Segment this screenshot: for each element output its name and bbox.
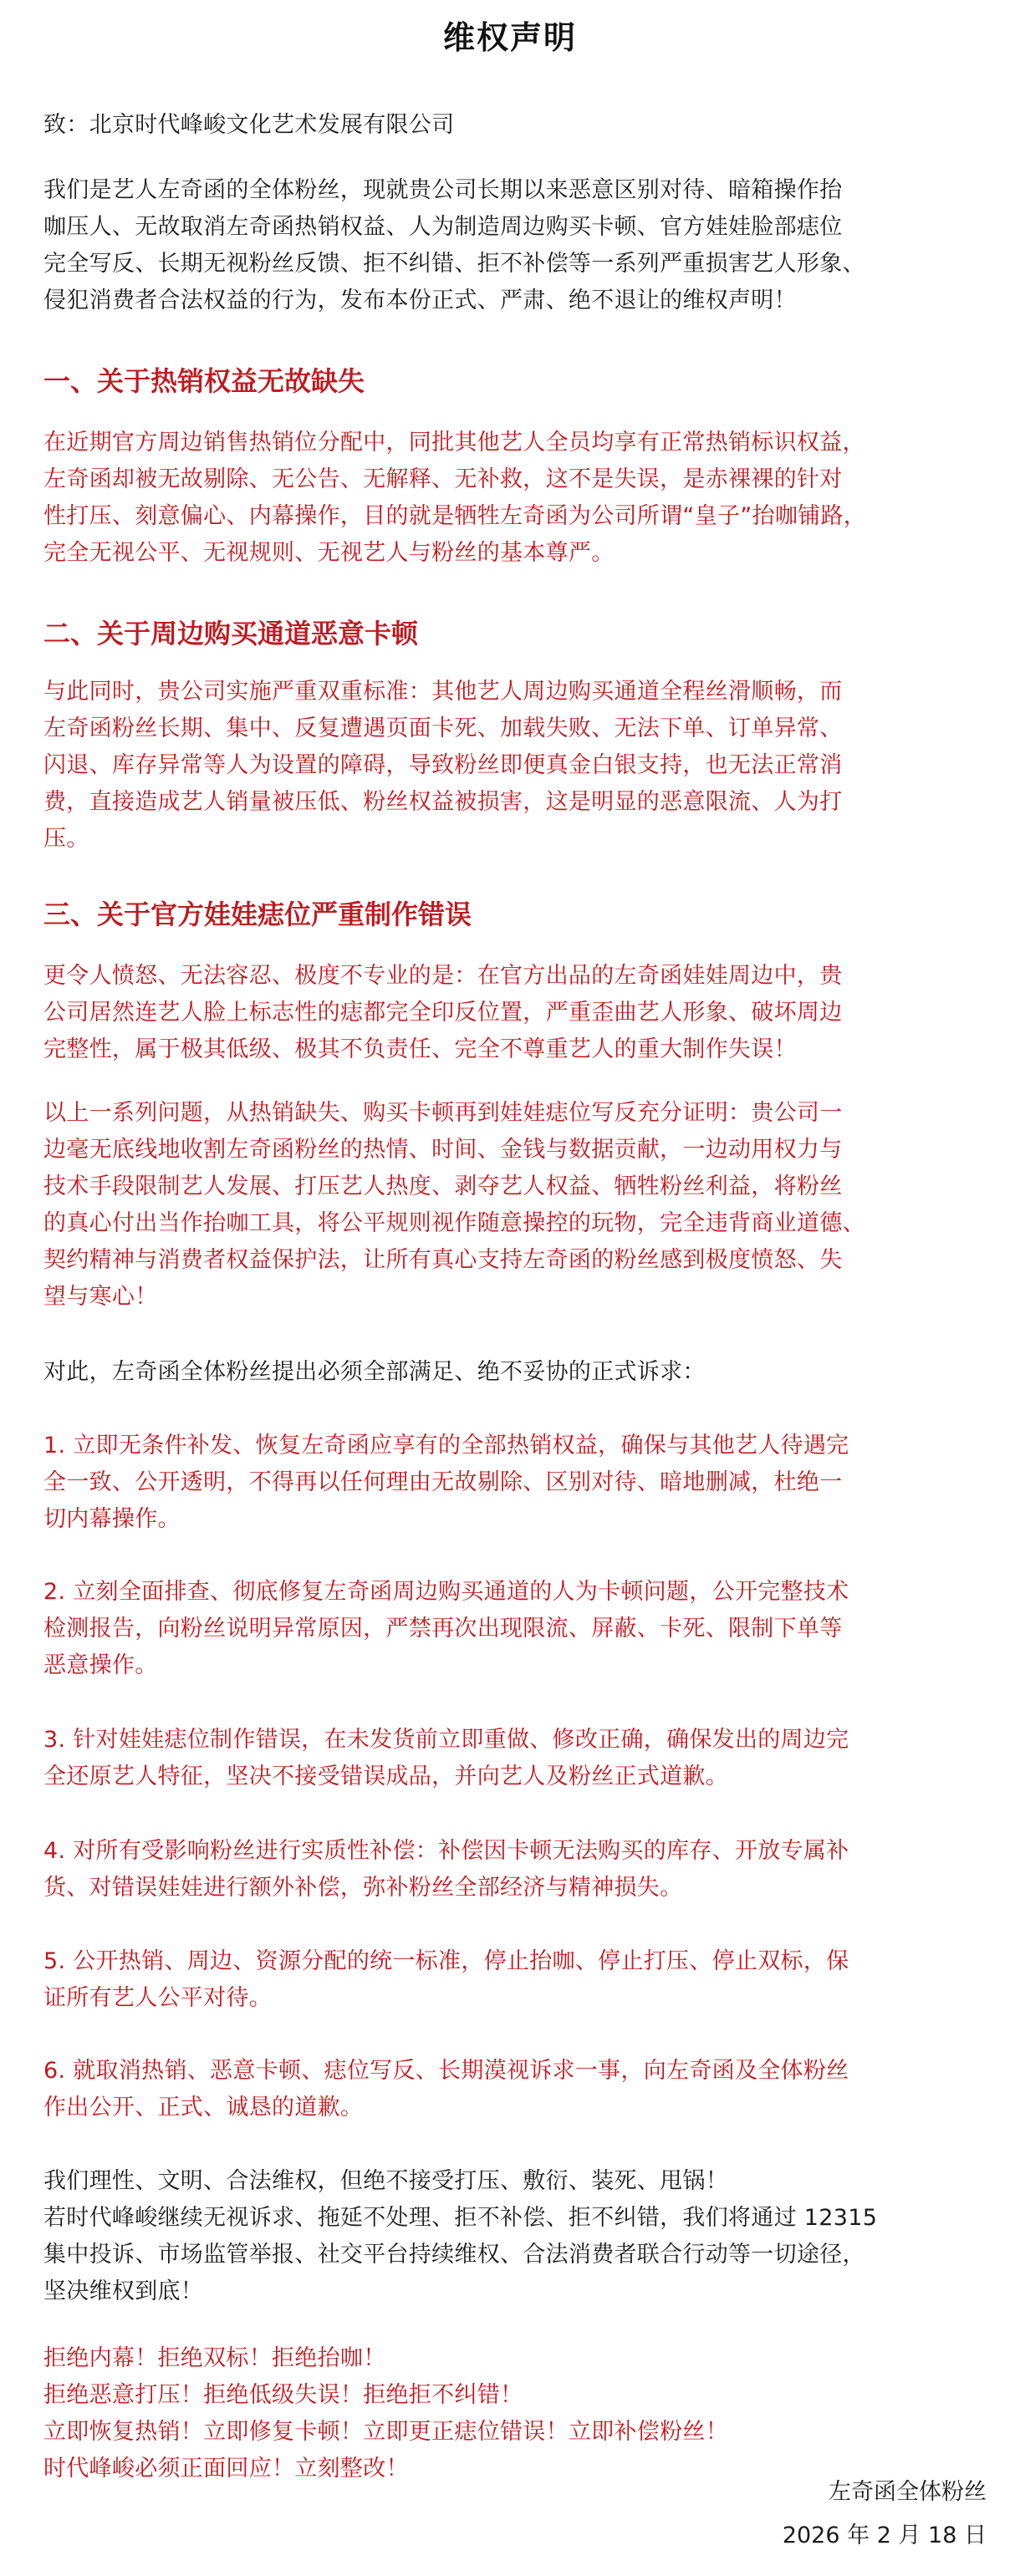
demand-item: 6. 就取消热销、恶意卡顿、痣位写反、长期漠视诉求一事，向左奇函及全体粉丝 作出公开、正式、诚恳的道歉。	[43, 2058, 849, 2120]
intro-paragraph: 我们是艺人左奇函的全体粉丝，现就贵公司长期以来恶意区别对待、暗箱操作抬 咖压人、无故取消左奇函热销权益、人为制造周边购买卡顿、官方娃娃脸部痣位 完全写反、长期无视粉丝反馈、拒不纠错、拒不补偿等一系列严重损害艺人形象、 侵犯消费者合法权益的行为，发布本份正式、严肃、绝不退让的维权声明！	[43, 177, 865, 313]
section-1-body: 在近期官方周边销售热销位分配中，同批其他艺人全员均享有正常热销标识权益， 左奇函却被无故剔除、无公告、无解释、无补救，这不是失误，是赤裸裸的针对 性打压、刻意偏心、内幕操作，目的就是牺牲左奇函为公司所谓“皇子”抬咖铺路， 完全无视公平、无视规则、无视艺人与粉丝的基本尊严。	[43, 430, 867, 566]
demand-item: 4. 对所有受影响粉丝进行实质性补偿：补偿因卡顿无法购买的库存、开放专属补 货、对错误娃娃进行额外补偿，弥补粉丝全部经济与精神损失。	[43, 1838, 849, 1901]
section-1-heading: 一、关于热销权益无故缺失	[43, 365, 365, 397]
demand-item: 5. 公开热销、周边、资源分配的统一标准，停止抬咖、停止打压、停止双标，保 证所有艺人公平对待。	[43, 1948, 849, 2011]
demand-item: 1. 立即无条件补发、恢复左奇函应享有的全部热销权益，确保与其他艺人待遇完 全一致、公开透明，不得再以任何理由无故剔除、区别对待、暗地删减，杜绝一 切内幕操作。	[43, 1433, 849, 1532]
section-2-body: 与此同时，贵公司实施严重双重标准：其他艺人周边购买通道全程丝滑顺畅，而 左奇函粉丝长期、集中、反复遭遇页面卡死、加载失败、无法下单、订单异常、 闪退、库存异常等人为设置的障碍，导致粉丝即便真金白银支持，也无法正常消 费，直接造成艺人销量被压低、粉丝权益被损害，这是明显的恶意限流、人为打 压。	[43, 679, 843, 852]
date: 2026 年 2 月 18 日	[782, 2523, 987, 2548]
section-2-heading: 二、关于周边购买通道恶意卡顿	[43, 618, 419, 649]
signature: 左奇函全体粉丝	[829, 2479, 987, 2505]
section-3-heading: 三、关于官方娃娃痣位严重制作错误	[43, 899, 472, 930]
closing-paragraph: 我们理性、文明、合法维权，但绝不接受打压、敷衍、装死、甩锅！ 若时代峰峻继续无视诉求、拖延不处理、拒不补偿、拒不纠错，我们将通过 12315 集中投诉、市场监管举报、社交平台持续维权、合法消费者联合行动等一切途径， 坚决维权到底！	[43, 2168, 878, 2304]
demands-intro: 对此，左奇函全体粉丝提出必须全部满足、绝不妥协的正式诉求：	[43, 1359, 706, 1385]
recipient-line: 致：北京时代峰峻文化艺术发展有限公司	[43, 112, 455, 138]
demand-item: 3. 针对娃娃痣位制作错误，在未发货前立即重做、修改正确，确保发出的周边完 全还原艺人特征，坚决不接受错误成品，并向艺人及粉丝正式道歉。	[43, 1727, 849, 1789]
section-3-body: 更令人愤怒、无法容忍、极度不专业的是：在官方出品的左奇函娃娃周边中，贵 公司居然连艺人脸上标志性的痣都完全印反位置，严重歪曲艺人形象、破坏周边 完整性，属于极其低级、极其不负责任、完全不尊重艺人的重大制作失误！	[43, 963, 843, 1062]
slogans: 拒绝内幕！拒绝双标！拒绝抬咖！ 拒绝恶意打压！拒绝低级失误！拒绝拒不纠错！ 立即恢复热销！立即修复卡顿！立即更正痣位错误！立即补偿粉丝！ 时代峰峻必须正面回应！立刻整改！	[43, 2345, 728, 2482]
demand-item: 2. 立刻全面排查、彻底修复左奇函周边购买通道的人为卡顿问题，公开完整技术 检测报告，向粉丝说明异常原因，严禁再次出现限流、屏蔽、卡死、限制下单等 恶意操作。	[43, 1579, 849, 1678]
document-title: 维权声明	[442, 19, 577, 56]
summary-paragraph: 以上一系列问题，从热销缺失、购买卡顿再到娃娃痣位写反充分证明：贵公司一 边毫无底线地收割左奇函粉丝的热情、时间、金钱与数据贡献，一边动用权力与 技术手段限制艺人发展、打压艺人热度、剥夺艺人权益、牺牲粉丝利益，将粉丝 的真心付出当作抬咖工具，将公平规则视作随意操控的玩物，完全违背商业道德、 契约精神与消费者权益保护法，让所有真心支持左奇函的粉丝感到极度愤怒、失 望与寒心！	[43, 1100, 865, 1310]
